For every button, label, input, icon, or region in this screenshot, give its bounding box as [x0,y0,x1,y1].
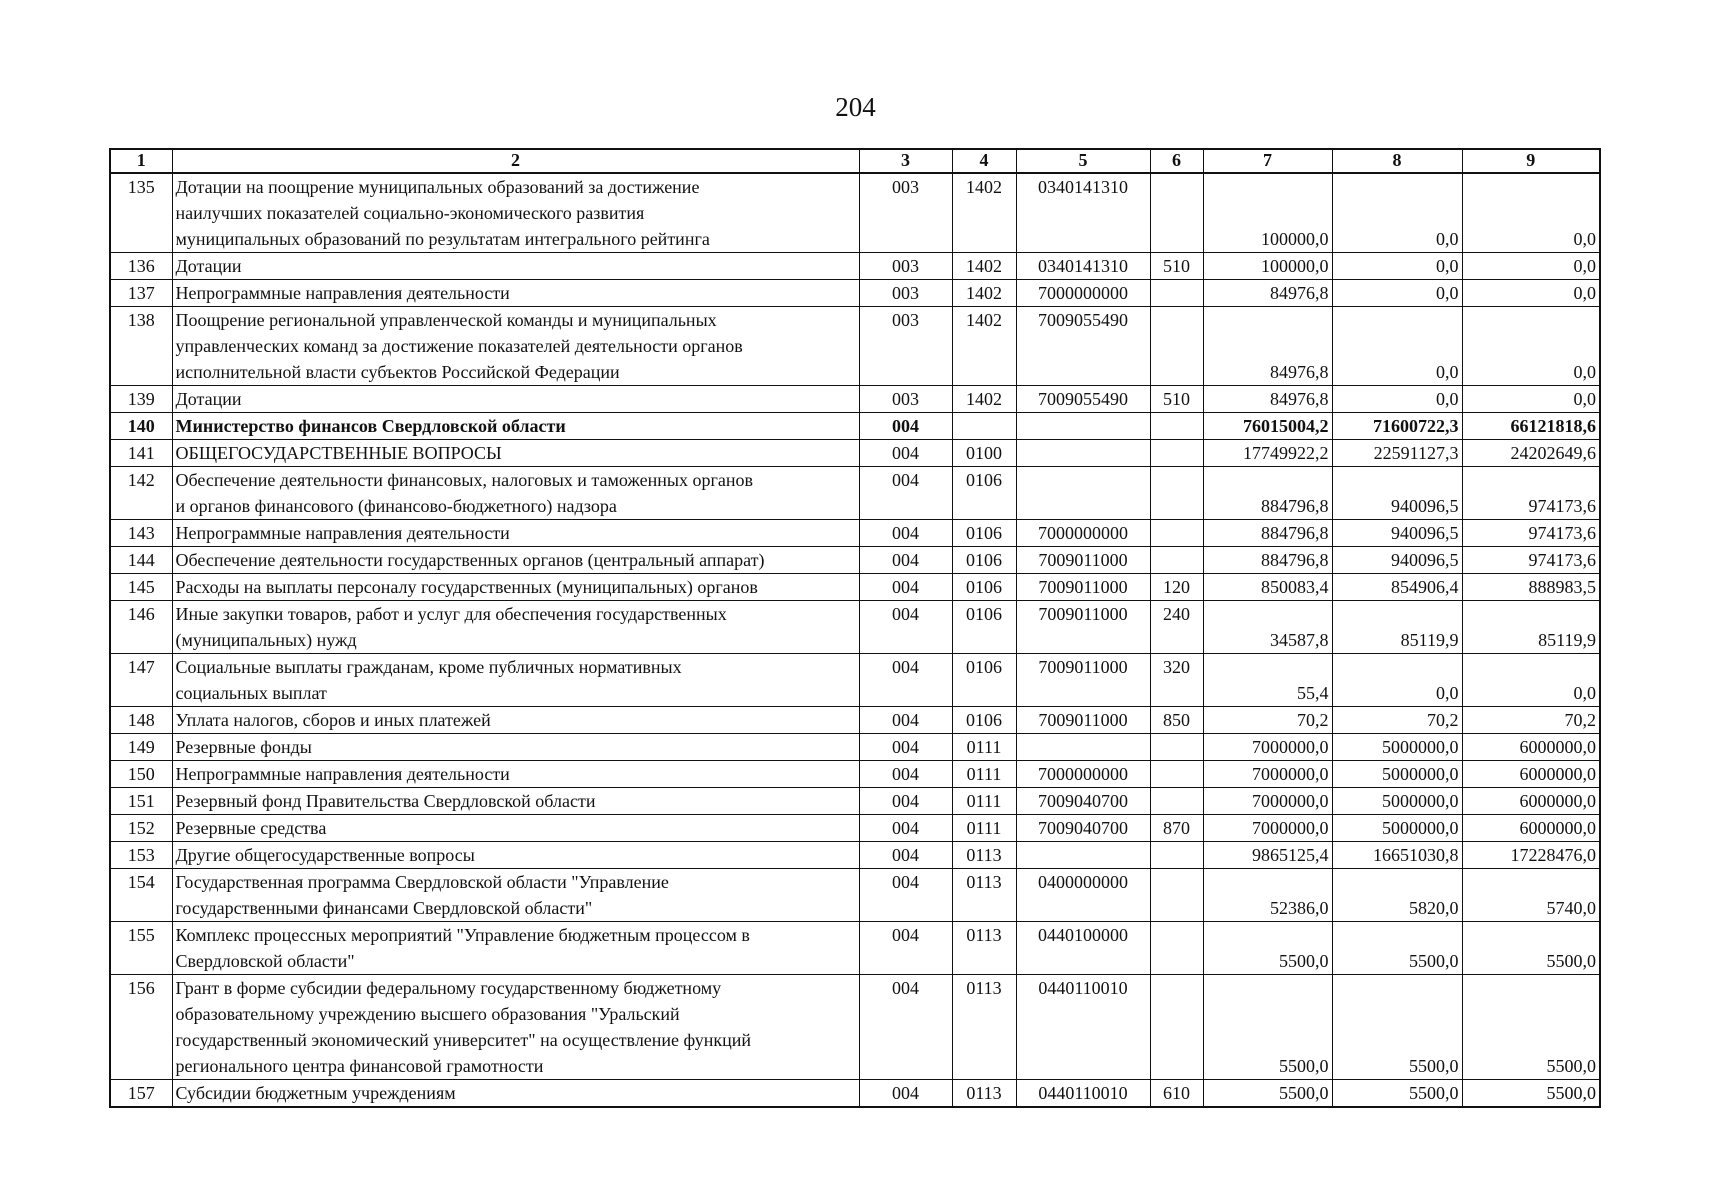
row-name-line: Обеспечение деятельности государственных органов (центральный аппарат) [175,550,765,570]
expense-type-cell [1150,975,1203,1080]
amount-col7-cell: 884796,8 [1203,520,1332,547]
expense-type-cell: 870 [1150,815,1203,842]
table-row [110,280,1600,307]
row-name-line: Непрограммные направления деятельности [175,283,510,303]
row-name-line: Комплекс процессных мероприятий "Управление бюджетным процессом в [175,925,750,945]
amount-col7-cell: 84976,8 [1203,280,1332,307]
amount-col8-cell: 5500,0 [1332,922,1462,975]
ministry-code-cell: 003 [859,280,952,307]
target-code-cell: 7009040700 [1016,815,1150,842]
amount-col8-cell: 5500,0 [1332,1080,1462,1108]
row-number-cell: 138 [110,307,172,386]
amount-col7-cell: 5500,0 [1203,922,1332,975]
row-name-line: Другие общегосударственные вопросы [175,845,475,865]
amount-col7-cell: 5500,0 [1203,1080,1332,1108]
row-name-line: Дотации на поощрение муниципальных образований за достижение [175,177,700,197]
target-code-cell: 0440110010 [1016,1080,1150,1108]
expense-type-cell [1150,413,1203,440]
amount-col7-cell: 9865125,4 [1203,842,1332,869]
row-name-cell [172,707,859,734]
row-name-cell [172,601,859,654]
row-number-cell: 150 [110,761,172,788]
section-code-cell: 0111 [952,815,1016,842]
row-number-cell: 139 [110,386,172,413]
section-code-cell: 0111 [952,761,1016,788]
row-number-cell: 142 [110,467,172,520]
row-name-line: регионального центра финансовой грамотности [175,1056,544,1076]
row-name-line: (муниципальных) нужд [175,630,357,650]
amount-col8-cell: 5000000,0 [1332,815,1462,842]
row-name-cell [172,734,859,761]
ministry-code-cell: 004 [859,869,952,922]
amount-col7-cell: 100000,0 [1203,253,1332,280]
row-name-cell [172,842,859,869]
ministry-code-cell: 004 [859,761,952,788]
expense-type-cell [1150,307,1203,386]
row-name-line: Субсидии бюджетным учреждениям [175,1083,456,1103]
amount-col9-cell: 6000000,0 [1462,788,1600,815]
ministry-code-cell: 004 [859,788,952,815]
row-name-line: Поощрение региональной управленческой команды и муниципальных [175,310,717,330]
row-name-line: и органов финансового (финансово-бюджетного) надзора [175,496,617,516]
column-header: 2 [172,149,859,173]
target-code-cell: 7000000000 [1016,520,1150,547]
target-code-cell: 0340141310 [1016,173,1150,253]
row-name-line: Дотации [175,256,242,276]
ministry-code-cell: 004 [859,842,952,869]
target-code-cell: 7009011000 [1016,707,1150,734]
expense-type-cell [1150,280,1203,307]
row-number-cell: 149 [110,734,172,761]
amount-col7-cell: 84976,8 [1203,307,1332,386]
column-header-row [110,149,1600,173]
amount-col9-cell: 5500,0 [1462,975,1600,1080]
table-row [110,734,1600,761]
section-code-cell: 0113 [952,869,1016,922]
target-code-cell: 0340141310 [1016,253,1150,280]
section-code-cell: 0106 [952,547,1016,574]
table-row [110,842,1600,869]
section-code-cell: 0106 [952,601,1016,654]
table-row [110,307,1600,386]
expense-type-cell [1150,788,1203,815]
ministry-code-cell: 004 [859,734,952,761]
amount-col9-cell: 0,0 [1462,173,1600,253]
target-code-cell: 7009011000 [1016,654,1150,707]
row-name-cell [172,280,859,307]
row-name-cell [172,520,859,547]
ministry-code-cell: 004 [859,654,952,707]
row-number-cell: 156 [110,975,172,1080]
row-number-cell: 146 [110,601,172,654]
amount-col9-cell: 974173,6 [1462,520,1600,547]
amount-col7-cell: 100000,0 [1203,173,1332,253]
expense-type-cell [1150,734,1203,761]
amount-col7-cell: 76015004,2 [1203,413,1332,440]
table-row [110,574,1600,601]
row-number-cell: 135 [110,173,172,253]
page-number: 204 [835,92,876,122]
section-code-cell: 1402 [952,253,1016,280]
row-number-cell: 144 [110,547,172,574]
ministry-code-cell: 004 [859,1080,952,1108]
amount-col9-cell: 0,0 [1462,280,1600,307]
amount-col7-cell: 7000000,0 [1203,815,1332,842]
row-number-cell: 153 [110,842,172,869]
column-header: 4 [952,149,1016,173]
row-name-cell [172,307,859,386]
amount-col8-cell: 5000000,0 [1332,761,1462,788]
row-name-line: наилучших показателей социально-экономического развития [175,203,645,223]
row-number-cell: 141 [110,440,172,467]
ministry-code-cell: 004 [859,922,952,975]
ministry-code-cell: 004 [859,467,952,520]
expense-type-cell: 510 [1150,386,1203,413]
table-body [110,149,1600,1107]
row-name-line: Иные закупки товаров, работ и услуг для обеспечения государственных [175,604,727,624]
ministry-code-cell: 004 [859,707,952,734]
row-name-cell [172,815,859,842]
row-name-cell [172,467,859,520]
amount-col7-cell: 884796,8 [1203,547,1332,574]
amount-col9-cell: 6000000,0 [1462,761,1600,788]
amount-col7-cell: 7000000,0 [1203,761,1332,788]
row-name-line: Расходы на выплаты персоналу государственных (муниципальных) органов [175,577,758,597]
target-code-cell: 7000000000 [1016,280,1150,307]
ministry-code-cell: 003 [859,307,952,386]
section-code-cell: 0106 [952,520,1016,547]
row-number-cell: 143 [110,520,172,547]
amount-col7-cell: 5500,0 [1203,975,1332,1080]
amount-col8-cell: 0,0 [1332,253,1462,280]
table-row [110,386,1600,413]
expense-type-cell [1150,520,1203,547]
amount-col9-cell: 974173,6 [1462,547,1600,574]
row-name-line: управленческих команд за достижение показателей деятельности органов [175,336,743,356]
row-name-cell [172,440,859,467]
row-name-cell [172,761,859,788]
section-code-cell: 0113 [952,1080,1016,1108]
target-code-cell [1016,842,1150,869]
row-name-line: ОБЩЕГОСУДАРСТВЕННЫЕ ВОПРОСЫ [175,443,502,463]
row-number-cell: 136 [110,253,172,280]
amount-col9-cell: 0,0 [1462,253,1600,280]
row-name-line: Социальные выплаты гражданам, кроме публичных нормативных [175,657,682,677]
table-row [110,654,1600,707]
amount-col8-cell: 71600722,3 [1332,413,1462,440]
section-code-cell: 0106 [952,574,1016,601]
amount-col8-cell: 5000000,0 [1332,788,1462,815]
amount-col8-cell: 940096,5 [1332,547,1462,574]
table-row [110,547,1600,574]
target-code-cell: 0440100000 [1016,922,1150,975]
row-name-line: государственный экономический университет" на осуществление функций [175,1030,752,1050]
table-row [110,815,1600,842]
row-number-cell: 155 [110,922,172,975]
row-name-cell [172,975,859,1080]
section-code-cell: 0106 [952,707,1016,734]
row-name-line: Обеспечение деятельности финансовых, налоговых и таможенных органов [175,470,753,490]
column-header: 9 [1462,149,1600,173]
amount-col8-cell: 940096,5 [1332,520,1462,547]
ministry-code-cell: 004 [859,520,952,547]
amount-col7-cell: 7000000,0 [1203,734,1332,761]
amount-col8-cell: 940096,5 [1332,467,1462,520]
amount-col9-cell: 17228476,0 [1462,842,1600,869]
row-number-cell: 152 [110,815,172,842]
row-name-line: социальных выплат [175,683,327,703]
row-name-line: Государственная программа Свердловской области "Управление [175,872,669,892]
row-name-cell [172,173,859,253]
amount-col9-cell: 5740,0 [1462,869,1600,922]
amount-col8-cell: 16651030,8 [1332,842,1462,869]
row-name-line: Непрограммные направления деятельности [175,764,510,784]
amount-col8-cell: 854906,4 [1332,574,1462,601]
target-code-cell: 7009011000 [1016,601,1150,654]
column-header: 3 [859,149,952,173]
row-name-line: Министерство финансов Свердловской области [175,416,566,436]
amount-col9-cell: 0,0 [1462,386,1600,413]
ministry-code-cell: 004 [859,413,952,440]
amount-col7-cell: 850083,4 [1203,574,1332,601]
target-code-cell: 7009040700 [1016,788,1150,815]
row-name-cell [172,413,859,440]
row-name-line: Резервный фонд Правительства Свердловской области [175,791,596,811]
section-code-cell: 1402 [952,307,1016,386]
expense-type-cell: 120 [1150,574,1203,601]
amount-col7-cell: 884796,8 [1203,467,1332,520]
row-name-line: Грант в форме субсидии федеральному государственному бюджетному [175,978,722,998]
amount-col9-cell: 5500,0 [1462,922,1600,975]
section-code-cell: 0113 [952,842,1016,869]
row-name-line: образовательному учреждению высшего образования "Уральский [175,1004,680,1024]
amount-col8-cell: 0,0 [1332,173,1462,253]
section-code-cell: 0111 [952,788,1016,815]
expense-type-cell [1150,869,1203,922]
amount-col9-cell: 5500,0 [1462,1080,1600,1108]
table-row [110,869,1600,922]
amount-col9-cell: 70,2 [1462,707,1600,734]
column-header: 6 [1150,149,1203,173]
table-row [110,761,1600,788]
amount-col7-cell: 34587,8 [1203,601,1332,654]
ministry-code-cell: 004 [859,975,952,1080]
row-number-cell: 145 [110,574,172,601]
row-name-line: Резервные средства [175,818,327,838]
row-name-line: Непрограммные направления деятельности [175,523,510,543]
expense-type-cell [1150,467,1203,520]
amount-col8-cell: 70,2 [1332,707,1462,734]
amount-col9-cell: 66121818,6 [1462,413,1600,440]
budget-table [109,148,1601,1108]
target-code-cell [1016,440,1150,467]
expense-type-cell: 850 [1150,707,1203,734]
table-row [110,707,1600,734]
amount-col7-cell: 55,4 [1203,654,1332,707]
target-code-cell: 7009055490 [1016,307,1150,386]
expense-type-cell [1150,761,1203,788]
table-row [110,922,1600,975]
amount-col9-cell: 6000000,0 [1462,815,1600,842]
table-row [110,440,1600,467]
section-code-cell: 1402 [952,173,1016,253]
row-name-line: Свердловской области" [175,951,355,971]
amount-col8-cell: 5820,0 [1332,869,1462,922]
target-code-cell: 7009055490 [1016,386,1150,413]
expense-type-cell: 610 [1150,1080,1203,1108]
section-code-cell: 0113 [952,975,1016,1080]
row-name-line: муниципальных образований по результатам интегрального рейтинга [175,229,710,249]
row-number-cell: 140 [110,413,172,440]
expense-type-cell [1150,842,1203,869]
row-name-cell [172,574,859,601]
table-row [110,788,1600,815]
section-code-cell: 1402 [952,386,1016,413]
amount-col9-cell: 6000000,0 [1462,734,1600,761]
section-code-cell: 0100 [952,440,1016,467]
table-row [110,975,1600,1080]
amount-col9-cell: 974173,6 [1462,467,1600,520]
ministry-code-cell: 004 [859,815,952,842]
amount-col9-cell: 24202649,6 [1462,440,1600,467]
amount-col7-cell: 52386,0 [1203,869,1332,922]
section-code-cell [952,413,1016,440]
ministry-code-cell: 004 [859,440,952,467]
section-code-cell: 0113 [952,922,1016,975]
section-code-cell: 1402 [952,280,1016,307]
column-header: 5 [1016,149,1150,173]
target-code-cell: 0400000000 [1016,869,1150,922]
amount-col9-cell: 888983,5 [1462,574,1600,601]
row-name-line: Дотации [175,389,242,409]
target-code-cell [1016,467,1150,520]
target-code-cell: 0440110010 [1016,975,1150,1080]
amount-col9-cell: 0,0 [1462,654,1600,707]
row-number-cell: 151 [110,788,172,815]
row-number-cell: 147 [110,654,172,707]
ministry-code-cell: 003 [859,253,952,280]
ministry-code-cell: 003 [859,386,952,413]
expense-type-cell: 320 [1150,654,1203,707]
expense-type-cell [1150,440,1203,467]
row-name-cell [172,788,859,815]
table-row [110,601,1600,654]
ministry-code-cell: 004 [859,601,952,654]
amount-col8-cell: 5500,0 [1332,975,1462,1080]
row-name-cell [172,869,859,922]
ministry-code-cell: 004 [859,574,952,601]
amount-col8-cell: 5000000,0 [1332,734,1462,761]
row-number-cell: 154 [110,869,172,922]
amount-col7-cell: 84976,8 [1203,386,1332,413]
table-row [110,467,1600,520]
amount-col8-cell: 85119,9 [1332,601,1462,654]
amount-col8-cell: 0,0 [1332,307,1462,386]
table-row [110,413,1600,440]
target-code-cell: 7000000000 [1016,761,1150,788]
target-code-cell: 7009011000 [1016,574,1150,601]
row-name-cell [172,922,859,975]
target-code-cell [1016,734,1150,761]
amount-col8-cell: 22591127,3 [1332,440,1462,467]
section-code-cell: 0106 [952,467,1016,520]
section-code-cell: 0106 [952,654,1016,707]
expense-type-cell: 240 [1150,601,1203,654]
row-name-line: Уплата налогов, сборов и иных платежей [175,710,491,730]
section-code-cell: 0111 [952,734,1016,761]
ministry-code-cell: 004 [859,547,952,574]
amount-col8-cell: 0,0 [1332,280,1462,307]
amount-col9-cell: 0,0 [1462,307,1600,386]
amount-col8-cell: 0,0 [1332,386,1462,413]
row-name-cell [172,547,859,574]
expense-type-cell [1150,547,1203,574]
row-name-line: Резервные фонды [175,737,312,757]
amount-col7-cell: 17749922,2 [1203,440,1332,467]
table-row [110,520,1600,547]
row-name-line: государственными финансами Свердловской области" [175,898,593,918]
expense-type-cell [1150,922,1203,975]
column-header: 1 [110,149,172,173]
amount-col7-cell: 70,2 [1203,707,1332,734]
table-row [110,253,1600,280]
row-name-cell [172,654,859,707]
row-name-cell [172,253,859,280]
target-code-cell: 7009011000 [1016,547,1150,574]
row-name-cell [172,386,859,413]
row-name-cell [172,1080,859,1108]
row-name-line: исполнительной власти субъектов Российской Федерации [175,362,620,382]
column-header: 7 [1203,149,1332,173]
row-number-cell: 137 [110,280,172,307]
expense-type-cell: 510 [1150,253,1203,280]
target-code-cell [1016,413,1150,440]
column-header: 8 [1332,149,1462,173]
table-row [110,173,1600,253]
amount-col8-cell: 0,0 [1332,654,1462,707]
table-row [110,1080,1600,1108]
amount-col7-cell: 7000000,0 [1203,788,1332,815]
expense-type-cell [1150,173,1203,253]
row-number-cell: 148 [110,707,172,734]
row-number-cell: 157 [110,1080,172,1108]
ministry-code-cell: 003 [859,173,952,253]
amount-col9-cell: 85119,9 [1462,601,1600,654]
